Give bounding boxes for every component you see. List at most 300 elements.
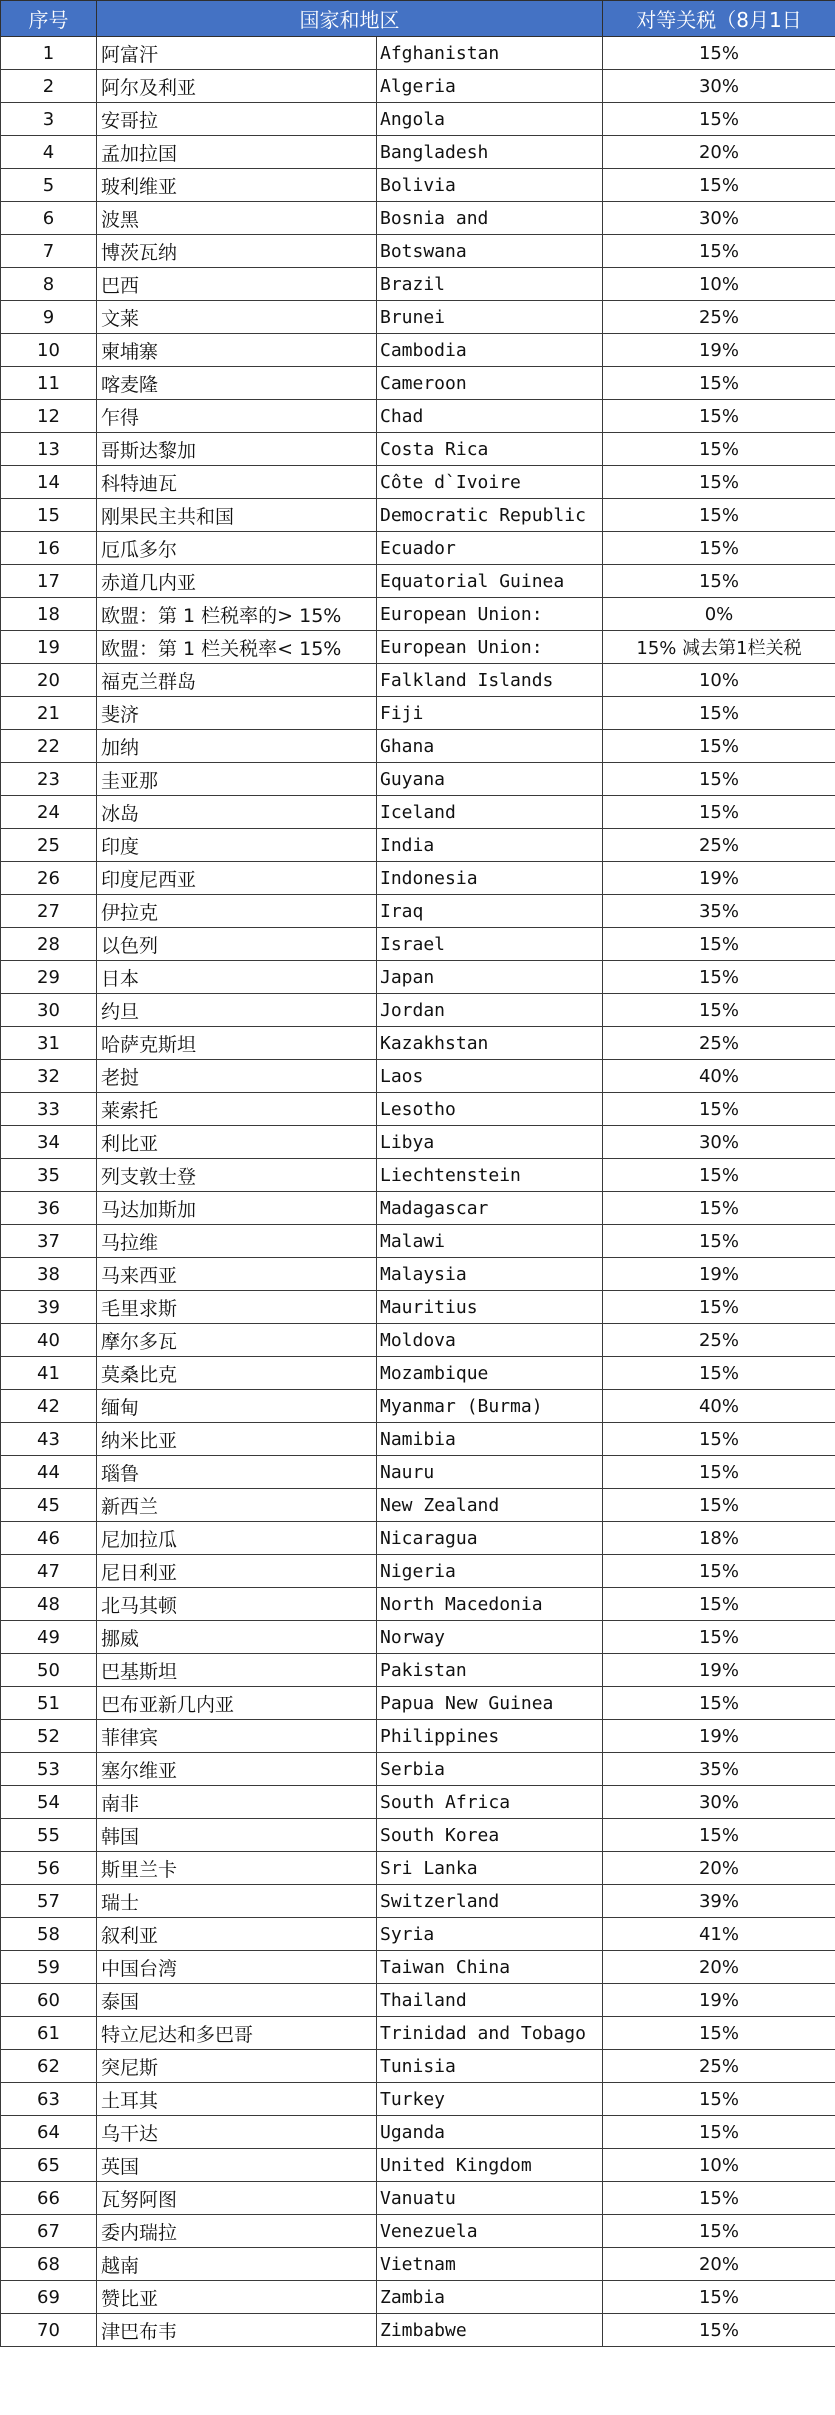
row-country-english: Angola <box>377 103 603 136</box>
row-country-chinese: 利比亚 <box>97 1126 377 1159</box>
row-tariff-rate: 35% <box>603 1753 835 1786</box>
row-serial-number: 9 <box>1 301 97 334</box>
row-country-english: Côte d`Ivoire <box>377 466 603 499</box>
row-country-english: United Kingdom <box>377 2149 603 2182</box>
row-serial-number: 34 <box>1 1126 97 1159</box>
row-tariff-rate: 15% <box>603 763 835 796</box>
row-country-chinese: 福克兰群岛 <box>97 664 377 697</box>
row-country-chinese: 柬埔寨 <box>97 334 377 367</box>
row-serial-number: 64 <box>1 2116 97 2149</box>
row-tariff-rate: 15% <box>603 499 835 532</box>
row-serial-number: 54 <box>1 1786 97 1819</box>
row-country-english: Zambia <box>377 2281 603 2314</box>
row-serial-number: 43 <box>1 1423 97 1456</box>
row-serial-number: 45 <box>1 1489 97 1522</box>
row-tariff-rate: 15% <box>603 1192 835 1225</box>
row-tariff-rate: 15% <box>603 1819 835 1852</box>
row-serial-number: 52 <box>1 1720 97 1753</box>
table-row <box>1 1885 835 1918</box>
row-country-chinese: 文莱 <box>97 301 377 334</box>
row-country-english: Taiwan China <box>377 1951 603 1984</box>
row-country-english: Botswana <box>377 235 603 268</box>
table-row <box>1 433 835 466</box>
table-row <box>1 1192 835 1225</box>
row-tariff-rate: 20% <box>603 1951 835 1984</box>
row-serial-number: 32 <box>1 1060 97 1093</box>
table-row <box>1 1687 835 1720</box>
row-country-english: Serbia <box>377 1753 603 1786</box>
row-country-english: Chad <box>377 400 603 433</box>
row-serial-number: 5 <box>1 169 97 202</box>
row-country-chinese: 哥斯达黎加 <box>97 433 377 466</box>
row-country-english: Algeria <box>377 70 603 103</box>
row-country-english: Cameroon <box>377 367 603 400</box>
table-row <box>1 1291 835 1324</box>
table-row <box>1 1390 835 1423</box>
table-row <box>1 994 835 1027</box>
row-tariff-rate: 15% <box>603 1456 835 1489</box>
row-serial-number: 66 <box>1 2182 97 2215</box>
row-serial-number: 39 <box>1 1291 97 1324</box>
row-country-chinese: 阿富汗 <box>97 37 377 70</box>
table-row <box>1 400 835 433</box>
row-tariff-rate: 10% <box>603 268 835 301</box>
row-country-chinese: 欧盟：第 1 栏关税率< 15% <box>97 631 377 664</box>
row-country-english: India <box>377 829 603 862</box>
table-row <box>1 2116 835 2149</box>
table-row <box>1 1423 835 1456</box>
row-country-english: Brunei <box>377 301 603 334</box>
row-serial-number: 6 <box>1 202 97 235</box>
row-country-chinese: 中国台湾 <box>97 1951 377 1984</box>
row-serial-number: 53 <box>1 1753 97 1786</box>
row-serial-number: 58 <box>1 1918 97 1951</box>
row-country-chinese: 瓦努阿图 <box>97 2182 377 2215</box>
row-tariff-rate: 15% <box>603 103 835 136</box>
row-tariff-rate: 40% <box>603 1390 835 1423</box>
table-row <box>1 334 835 367</box>
table-row <box>1 598 835 631</box>
row-country-chinese: 加纳 <box>97 730 377 763</box>
row-tariff-rate: 25% <box>603 1027 835 1060</box>
row-country-chinese: 安哥拉 <box>97 103 377 136</box>
row-country-english: Nicaragua <box>377 1522 603 1555</box>
row-serial-number: 19 <box>1 631 97 664</box>
row-serial-number: 51 <box>1 1687 97 1720</box>
row-country-chinese: 摩尔多瓦 <box>97 1324 377 1357</box>
row-country-chinese: 塞尔维亚 <box>97 1753 377 1786</box>
table-row <box>1 1720 835 1753</box>
row-tariff-rate: 25% <box>603 829 835 862</box>
table-row <box>1 928 835 961</box>
table-row <box>1 829 835 862</box>
row-country-english: European Union: <box>377 598 603 631</box>
row-country-chinese: 挪威 <box>97 1621 377 1654</box>
row-serial-number: 24 <box>1 796 97 829</box>
row-country-chinese: 波黑 <box>97 202 377 235</box>
row-tariff-rate: 15% <box>603 961 835 994</box>
row-serial-number: 22 <box>1 730 97 763</box>
row-country-english: Falkland Islands <box>377 664 603 697</box>
row-tariff-rate: 15% <box>603 565 835 598</box>
row-country-english: Bolivia <box>377 169 603 202</box>
row-country-english: Nauru <box>377 1456 603 1489</box>
row-tariff-rate: 15% <box>603 1489 835 1522</box>
row-serial-number: 13 <box>1 433 97 466</box>
table-row <box>1 2215 835 2248</box>
row-serial-number: 8 <box>1 268 97 301</box>
row-serial-number: 23 <box>1 763 97 796</box>
table-row <box>1 763 835 796</box>
row-tariff-rate: 10% <box>603 2149 835 2182</box>
table-row <box>1 268 835 301</box>
row-country-chinese: 巴基斯坦 <box>97 1654 377 1687</box>
row-serial-number: 14 <box>1 466 97 499</box>
row-country-chinese: 赤道几内亚 <box>97 565 377 598</box>
table-row <box>1 1060 835 1093</box>
row-tariff-rate: 15% <box>603 433 835 466</box>
table-row <box>1 1159 835 1192</box>
row-serial-number: 60 <box>1 1984 97 2017</box>
row-country-chinese: 孟加拉国 <box>97 136 377 169</box>
row-country-chinese: 缅甸 <box>97 1390 377 1423</box>
row-country-chinese: 巴西 <box>97 268 377 301</box>
table-row <box>1 862 835 895</box>
row-tariff-rate: 15% <box>603 1555 835 1588</box>
row-tariff-rate: 19% <box>603 1258 835 1291</box>
row-country-chinese: 欧盟：第 1 栏税率的> 15% <box>97 598 377 631</box>
row-tariff-rate: 19% <box>603 1654 835 1687</box>
row-country-english: Bangladesh <box>377 136 603 169</box>
header-serial-number: 序号 <box>1 1 97 37</box>
row-country-chinese: 玻利维亚 <box>97 169 377 202</box>
row-tariff-rate: 19% <box>603 334 835 367</box>
table-row <box>1 1786 835 1819</box>
table-row <box>1 499 835 532</box>
row-country-chinese: 越南 <box>97 2248 377 2281</box>
row-tariff-rate: 15% <box>603 697 835 730</box>
row-country-english: Sri Lanka <box>377 1852 603 1885</box>
row-country-chinese: 印度 <box>97 829 377 862</box>
row-country-chinese: 土耳其 <box>97 2083 377 2116</box>
row-country-english: Lesotho <box>377 1093 603 1126</box>
row-tariff-rate: 15% <box>603 2215 835 2248</box>
table-row <box>1 1819 835 1852</box>
table-row <box>1 169 835 202</box>
row-country-chinese: 老挝 <box>97 1060 377 1093</box>
row-country-english: Japan <box>377 961 603 994</box>
row-country-english: Iceland <box>377 796 603 829</box>
table-row <box>1 1126 835 1159</box>
table-row <box>1 202 835 235</box>
row-country-english: Ghana <box>377 730 603 763</box>
row-serial-number: 68 <box>1 2248 97 2281</box>
row-tariff-rate: 39% <box>603 1885 835 1918</box>
table-row <box>1 136 835 169</box>
table-row <box>1 895 835 928</box>
row-tariff-rate: 15% <box>603 400 835 433</box>
table-row <box>1 466 835 499</box>
row-tariff-rate: 15% <box>603 994 835 1027</box>
row-serial-number: 35 <box>1 1159 97 1192</box>
row-country-english: Indonesia <box>377 862 603 895</box>
header-reciprocal-tariff: 对等关税（8月1日 <box>603 1 835 37</box>
row-country-english: Kazakhstan <box>377 1027 603 1060</box>
row-tariff-rate: 15% <box>603 235 835 268</box>
row-serial-number: 26 <box>1 862 97 895</box>
table-row <box>1 1489 835 1522</box>
row-country-english: Afghanistan <box>377 37 603 70</box>
row-country-chinese: 突尼斯 <box>97 2050 377 2083</box>
row-country-english: North Macedonia <box>377 1588 603 1621</box>
row-country-english: Switzerland <box>377 1885 603 1918</box>
row-country-chinese: 新西兰 <box>97 1489 377 1522</box>
row-tariff-rate: 25% <box>603 301 835 334</box>
table-row <box>1 2083 835 2116</box>
row-serial-number: 69 <box>1 2281 97 2314</box>
row-tariff-rate: 35% <box>603 895 835 928</box>
row-country-chinese: 尼加拉瓜 <box>97 1522 377 1555</box>
row-serial-number: 1 <box>1 37 97 70</box>
row-country-chinese: 叙利亚 <box>97 1918 377 1951</box>
table-row <box>1 1984 835 2017</box>
row-country-english: Liechtenstein <box>377 1159 603 1192</box>
row-country-chinese: 刚果民主共和国 <box>97 499 377 532</box>
table-row <box>1 2182 835 2215</box>
row-tariff-rate: 15% <box>603 1159 835 1192</box>
row-tariff-rate: 10% <box>603 664 835 697</box>
row-country-chinese: 科特迪瓦 <box>97 466 377 499</box>
row-tariff-rate: 18% <box>603 1522 835 1555</box>
row-country-english: Philippines <box>377 1720 603 1753</box>
row-serial-number: 4 <box>1 136 97 169</box>
row-serial-number: 31 <box>1 1027 97 1060</box>
row-country-chinese: 厄瓜多尔 <box>97 532 377 565</box>
row-tariff-rate: 15% <box>603 466 835 499</box>
table-row <box>1 1357 835 1390</box>
row-tariff-rate: 15% <box>603 796 835 829</box>
row-country-chinese: 莱索托 <box>97 1093 377 1126</box>
row-tariff-rate: 15% <box>603 1588 835 1621</box>
row-serial-number: 11 <box>1 367 97 400</box>
table-row <box>1 1093 835 1126</box>
table-row <box>1 1324 835 1357</box>
row-serial-number: 21 <box>1 697 97 730</box>
row-serial-number: 12 <box>1 400 97 433</box>
row-country-english: Malawi <box>377 1225 603 1258</box>
row-country-english: European Union: <box>377 631 603 664</box>
row-tariff-rate: 30% <box>603 70 835 103</box>
table-row <box>1 367 835 400</box>
row-serial-number: 70 <box>1 2314 97 2347</box>
row-tariff-rate: 20% <box>603 2248 835 2281</box>
row-country-english: Myanmar (Burma) <box>377 1390 603 1423</box>
table-row <box>1 796 835 829</box>
row-country-english: South Africa <box>377 1786 603 1819</box>
row-country-chinese: 纳米比亚 <box>97 1423 377 1456</box>
row-country-chinese: 斯里兰卡 <box>97 1852 377 1885</box>
row-serial-number: 28 <box>1 928 97 961</box>
row-country-english: Nigeria <box>377 1555 603 1588</box>
row-country-english: Israel <box>377 928 603 961</box>
table-row <box>1 2314 835 2347</box>
row-tariff-rate: 19% <box>603 1720 835 1753</box>
row-serial-number: 10 <box>1 334 97 367</box>
table-row <box>1 103 835 136</box>
row-serial-number: 56 <box>1 1852 97 1885</box>
row-serial-number: 16 <box>1 532 97 565</box>
row-country-english: Fiji <box>377 697 603 730</box>
row-country-chinese: 阿尔及利亚 <box>97 70 377 103</box>
row-tariff-rate: 20% <box>603 136 835 169</box>
row-country-chinese: 约旦 <box>97 994 377 1027</box>
row-country-chinese: 印度尼西亚 <box>97 862 377 895</box>
row-serial-number: 63 <box>1 2083 97 2116</box>
table-row <box>1 2149 835 2182</box>
row-country-chinese: 圭亚那 <box>97 763 377 796</box>
row-tariff-rate: 0% <box>603 598 835 631</box>
row-country-chinese: 乍得 <box>97 400 377 433</box>
row-country-english: Equatorial Guinea <box>377 565 603 598</box>
row-country-chinese: 特立尼达和多巴哥 <box>97 2017 377 2050</box>
row-country-chinese: 马来西亚 <box>97 1258 377 1291</box>
row-serial-number: 33 <box>1 1093 97 1126</box>
row-serial-number: 18 <box>1 598 97 631</box>
row-tariff-rate: 30% <box>603 202 835 235</box>
row-country-english: Mauritius <box>377 1291 603 1324</box>
row-tariff-rate: 15% <box>603 1225 835 1258</box>
table-row <box>1 1456 835 1489</box>
row-country-chinese: 津巴布韦 <box>97 2314 377 2347</box>
row-serial-number: 61 <box>1 2017 97 2050</box>
row-tariff-rate: 15% <box>603 532 835 565</box>
row-tariff-rate: 19% <box>603 1984 835 2017</box>
row-tariff-rate: 40% <box>603 1060 835 1093</box>
row-country-english: Iraq <box>377 895 603 928</box>
table-row <box>1 70 835 103</box>
row-country-english: Moldova <box>377 1324 603 1357</box>
table-row <box>1 301 835 334</box>
row-tariff-rate: 19% <box>603 862 835 895</box>
row-country-english: Namibia <box>377 1423 603 1456</box>
row-country-english: Mozambique <box>377 1357 603 1390</box>
row-country-chinese: 以色列 <box>97 928 377 961</box>
row-serial-number: 41 <box>1 1357 97 1390</box>
table-row <box>1 2248 835 2281</box>
row-country-chinese: 瑞士 <box>97 1885 377 1918</box>
row-tariff-rate: 20% <box>603 1852 835 1885</box>
row-country-chinese: 菲律宾 <box>97 1720 377 1753</box>
row-country-english: Uganda <box>377 2116 603 2149</box>
row-tariff-rate: 15% <box>603 1093 835 1126</box>
table-row <box>1 1852 835 1885</box>
row-country-chinese: 马达加斯加 <box>97 1192 377 1225</box>
row-serial-number: 42 <box>1 1390 97 1423</box>
row-serial-number: 3 <box>1 103 97 136</box>
table-row <box>1 1918 835 1951</box>
row-country-chinese: 尼日利亚 <box>97 1555 377 1588</box>
row-serial-number: 37 <box>1 1225 97 1258</box>
row-tariff-rate: 15% 减去第1栏关税 <box>603 631 835 664</box>
row-country-english: Cambodia <box>377 334 603 367</box>
table-body <box>1 37 835 2347</box>
row-tariff-rate: 15% <box>603 2281 835 2314</box>
table-row <box>1 697 835 730</box>
table-row <box>1 37 835 70</box>
table-row <box>1 1225 835 1258</box>
row-country-english: Guyana <box>377 763 603 796</box>
table-row <box>1 1621 835 1654</box>
table-row <box>1 961 835 994</box>
row-country-english: Libya <box>377 1126 603 1159</box>
row-tariff-rate: 15% <box>603 2083 835 2116</box>
row-country-chinese: 马拉维 <box>97 1225 377 1258</box>
row-country-english: Norway <box>377 1621 603 1654</box>
table-row <box>1 730 835 763</box>
row-serial-number: 15 <box>1 499 97 532</box>
row-serial-number: 27 <box>1 895 97 928</box>
row-serial-number: 40 <box>1 1324 97 1357</box>
table-row <box>1 1258 835 1291</box>
row-tariff-rate: 15% <box>603 2017 835 2050</box>
row-country-english: Pakistan <box>377 1654 603 1687</box>
row-tariff-rate: 15% <box>603 367 835 400</box>
row-serial-number: 67 <box>1 2215 97 2248</box>
row-tariff-rate: 41% <box>603 1918 835 1951</box>
row-country-chinese: 伊拉克 <box>97 895 377 928</box>
row-serial-number: 47 <box>1 1555 97 1588</box>
row-serial-number: 2 <box>1 70 97 103</box>
row-country-english: New Zealand <box>377 1489 603 1522</box>
row-country-english: Turkey <box>377 2083 603 2116</box>
table-row <box>1 235 835 268</box>
row-country-chinese: 赞比亚 <box>97 2281 377 2314</box>
row-country-english: Madagascar <box>377 1192 603 1225</box>
row-tariff-rate: 15% <box>603 37 835 70</box>
row-serial-number: 17 <box>1 565 97 598</box>
row-country-english: Vietnam <box>377 2248 603 2281</box>
row-tariff-rate: 15% <box>603 1423 835 1456</box>
table-row <box>1 532 835 565</box>
row-country-english: Bosnia and <box>377 202 603 235</box>
row-country-english: Democratic Republic <box>377 499 603 532</box>
row-country-chinese: 斐济 <box>97 697 377 730</box>
row-country-chinese: 乌干达 <box>97 2116 377 2149</box>
row-tariff-rate: 15% <box>603 2314 835 2347</box>
row-tariff-rate: 30% <box>603 1786 835 1819</box>
row-country-english: Trinidad and Tobago <box>377 2017 603 2050</box>
row-country-chinese: 英国 <box>97 2149 377 2182</box>
row-tariff-rate: 15% <box>603 1687 835 1720</box>
table-row <box>1 1555 835 1588</box>
row-tariff-rate: 15% <box>603 169 835 202</box>
row-country-chinese: 莫桑比克 <box>97 1357 377 1390</box>
row-country-chinese: 哈萨克斯坦 <box>97 1027 377 1060</box>
row-country-english: Ecuador <box>377 532 603 565</box>
table-row <box>1 1753 835 1786</box>
row-tariff-rate: 15% <box>603 2182 835 2215</box>
row-country-english: Malaysia <box>377 1258 603 1291</box>
row-serial-number: 36 <box>1 1192 97 1225</box>
table-row <box>1 1027 835 1060</box>
row-serial-number: 55 <box>1 1819 97 1852</box>
row-tariff-rate: 15% <box>603 928 835 961</box>
row-tariff-rate: 15% <box>603 730 835 763</box>
row-serial-number: 38 <box>1 1258 97 1291</box>
row-serial-number: 29 <box>1 961 97 994</box>
row-serial-number: 44 <box>1 1456 97 1489</box>
row-country-chinese: 瑙鲁 <box>97 1456 377 1489</box>
